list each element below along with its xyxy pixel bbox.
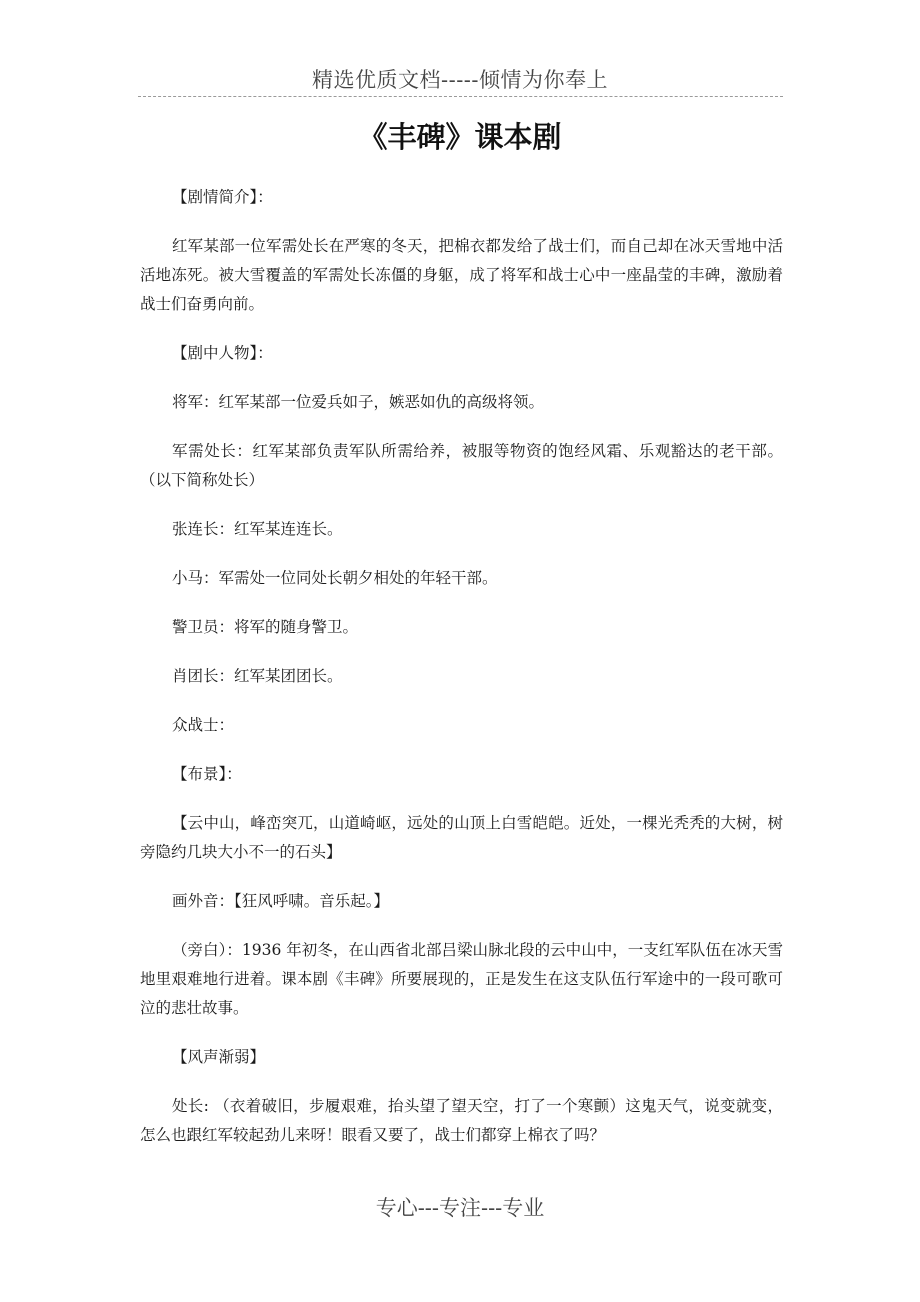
narration-paragraph: （旁白）：1936 年初冬，在山西省北部吕梁山脉北段的云中山中，一支红军队伍在冰天雪地里艰难地行进着。课本剧《丰碑》所要展现的，正是发生在这支队伍行军途中的一段可歌可泣的悲壮故事。 <box>140 941 783 1017</box>
section-heading-synopsis: 【剧情简介】： <box>172 188 273 206</box>
character-xiaoma: 小马：军需处一位同处长朝夕相处的年轻干部。 <box>172 569 498 587</box>
character-quartermaster: 军需处长：红军某部负责军队所需给养，被服等物资的饱经风霜、乐观豁达的老干部。（以下简称处长） <box>140 442 783 489</box>
character-general: 将军：红军某部一位爱兵如子，嫉恶如仇的高级将领。 <box>172 393 545 411</box>
section-heading-setting: 【布景】： <box>172 765 242 783</box>
page-footer: 专心---专注---专业 <box>375 1196 545 1220</box>
header-divider <box>138 96 783 97</box>
document-title: 《丰碑》课本剧 <box>358 120 562 154</box>
section-heading-characters: 【剧中人物】： <box>172 344 273 362</box>
page-header: 精选优质文档-----倾情为你奉上 <box>312 68 608 92</box>
document-body <box>140 183 783 1170</box>
setting-description: 【云中山，峰峦突兀，山道崎岖，远处的山顶上白雪皑皑。近处，一棵光秃秃的大树，树旁隐约几块大小不一的石头】 <box>140 814 783 861</box>
character-soldiers: 众战士： <box>172 716 235 734</box>
character-guard: 警卫员：将军的随身警卫。 <box>172 618 359 636</box>
synopsis-paragraph: 红军某部一位军需处长在严寒的冬天，把棉衣都发给了战士们，而自己却在冰天雪地中活活地冻死。被大雪覆盖的军需处长冻僵的身躯，成了将军和战士心中一座晶莹的丰碑，激励着战士们奋勇向前。 <box>140 237 783 313</box>
character-regiment-commander: 肖团长：红军某团团长。 <box>172 667 343 685</box>
character-company-commander: 张连长：红军某连连长。 <box>172 520 343 538</box>
dialogue-quartermaster: 处长: （衣着破旧，步履艰难，抬头望了望天空，打了一个寒颤）这鬼天气，说变就变，怎么也跟红军较起劲儿来呀！眼看又要了，战士们都穿上棉衣了吗？ <box>140 1097 783 1144</box>
offstage-sound: 画外音：【狂风呼啸。音乐起。】 <box>172 892 390 910</box>
stage-direction-wind: 【风声渐弱】 <box>172 1048 266 1066</box>
